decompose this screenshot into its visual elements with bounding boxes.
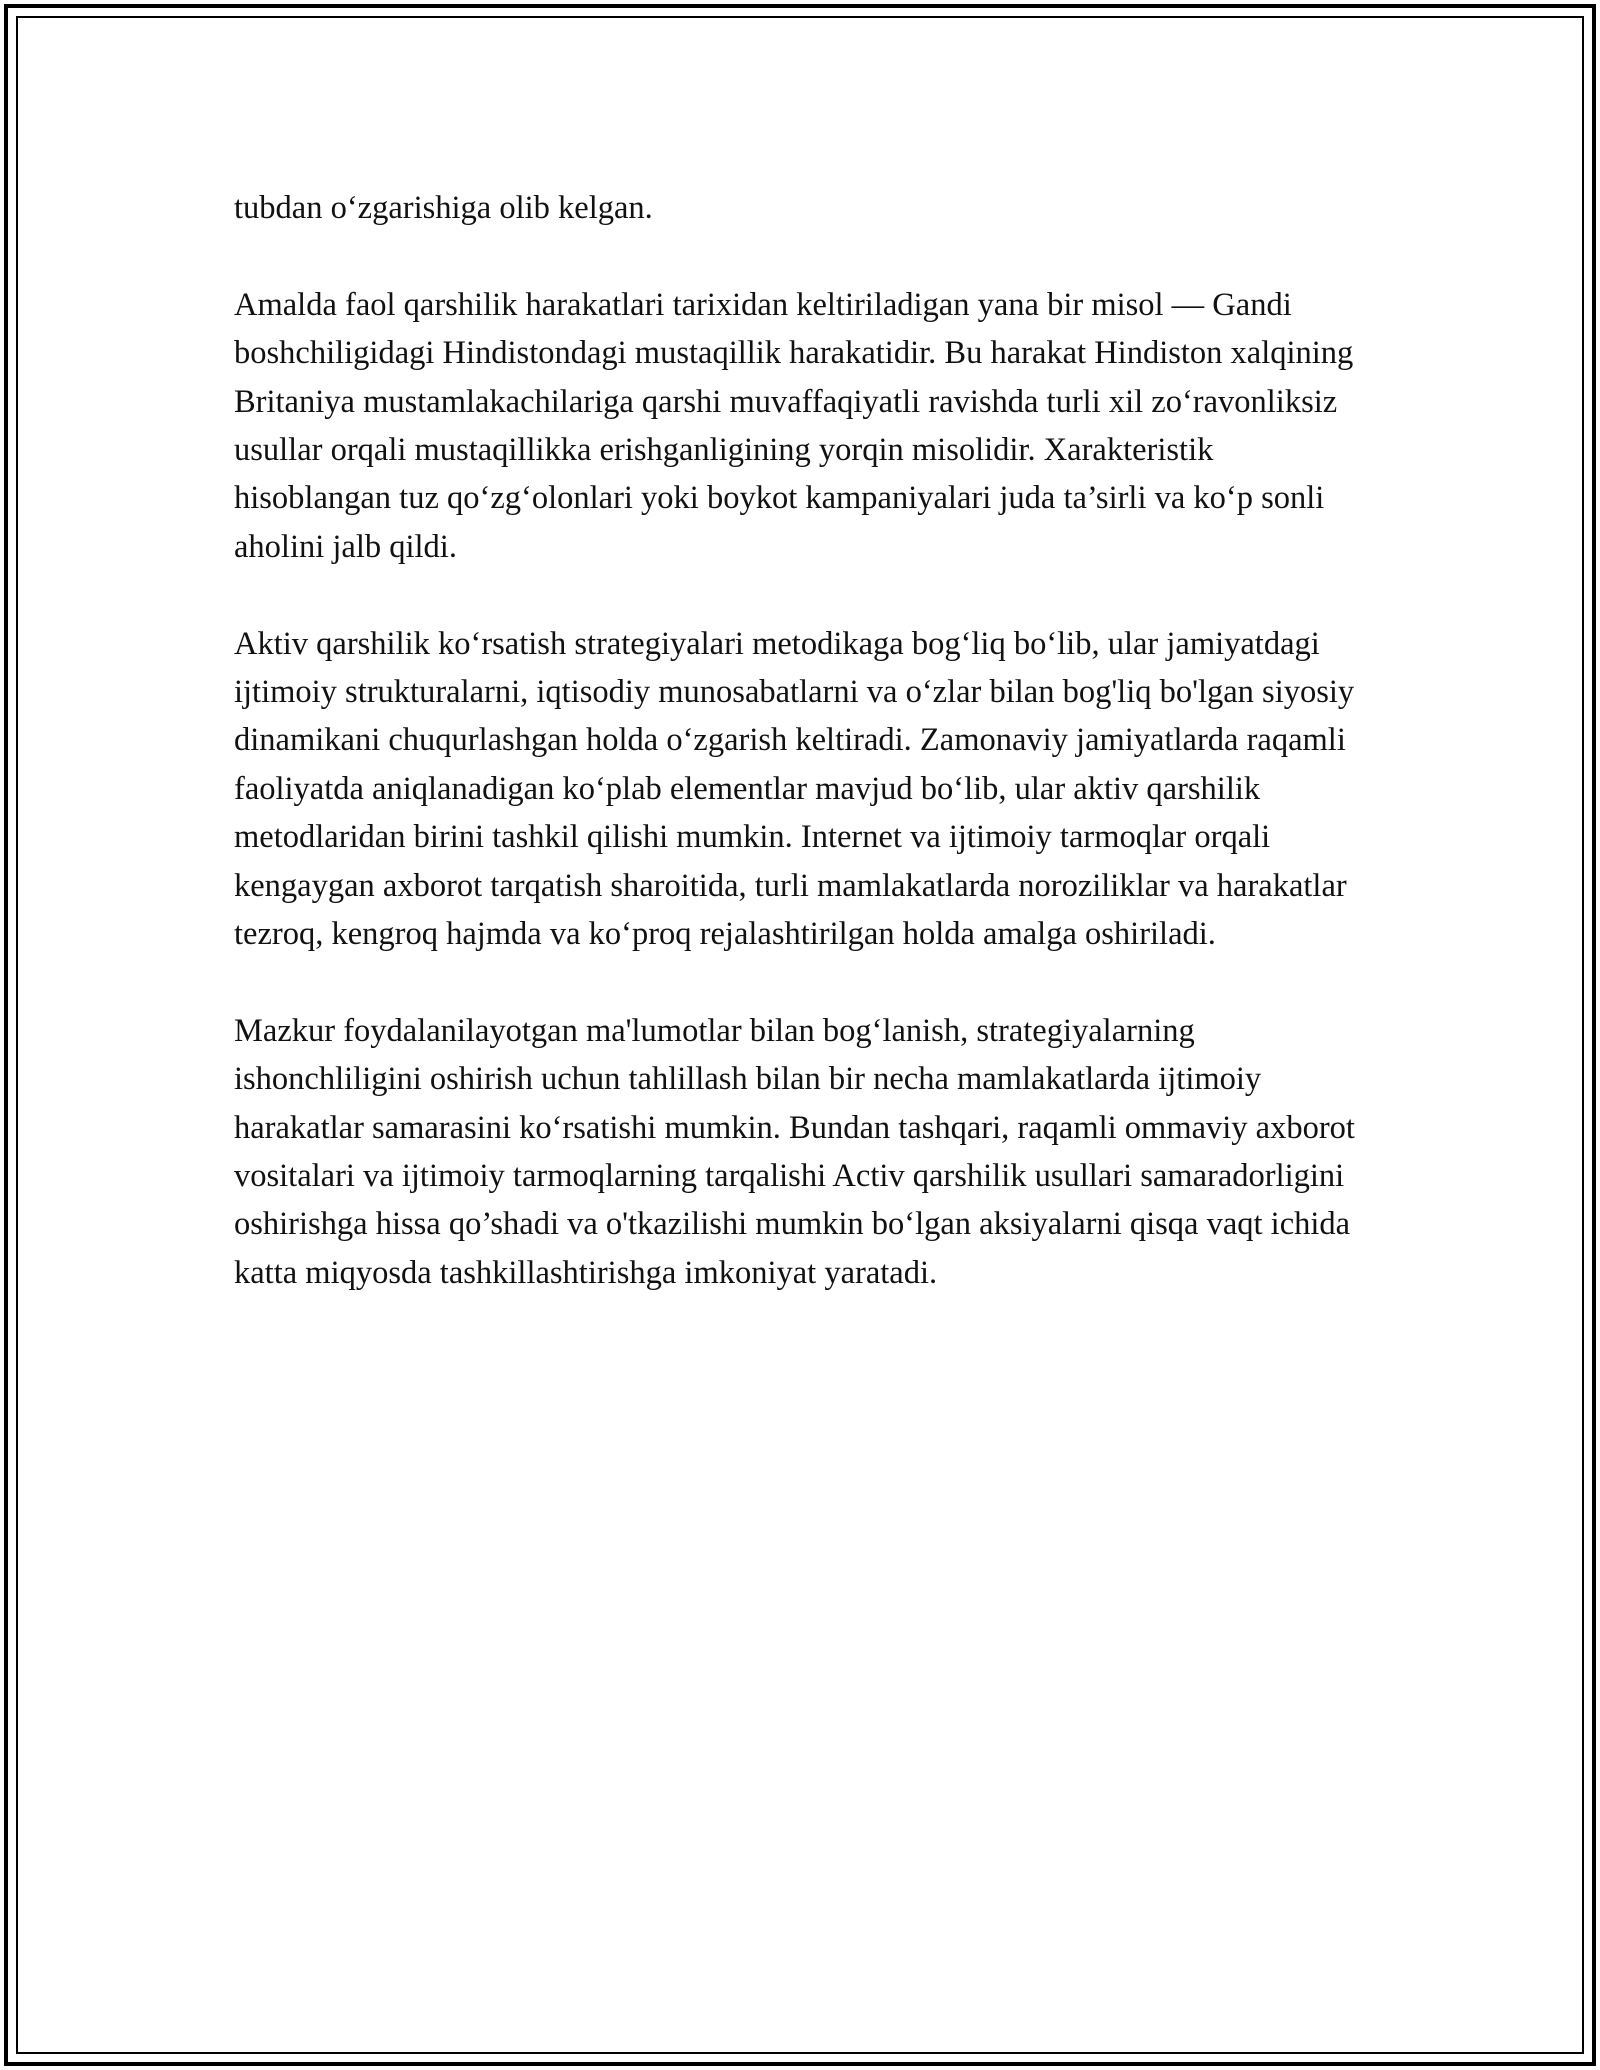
document-body	[234, 184, 1374, 1346]
paragraph-1: tubdan o‘zgarishiga olib kelgan.	[234, 190, 653, 226]
paragraph-3: Aktiv qarshilik ko‘rsatish strategiyalari metodikaga bog‘liq bo‘lib, ular jamiyatdagi ijtimoiy strukturalarni, iqtisodiy munosabatlarni va o‘zlar bilan bog'liq bo'lgan siyosiy dinamikani chuqurlashgan holda o‘zgarish keltiradi. Zamonaviy jamiyatlarda raqamli faoliyatda aniqlanadigan ko‘plab elementlar mavjud bo‘lib, ular aktiv qarshilik metodlaridan birini tashkil qilishi mumkin. Internet va ijtimoiy tarmoqlar orqali kengaygan axborot tarqatish sharoitida, turli mamlakatlarda noroziliklar va harakatlar tezroq, kengroq hajmda va ko‘proq rejalashtirilgan holda amalga oshiriladi.	[234, 625, 1355, 953]
paragraph-2: Amalda faol qarshilik harakatlari tarixidan keltiriladigan yana bir misol — Gandi boshchiligidagi Hindistondagi mustaqillik harakatidir. Bu harakat Hindiston xalqining Britaniya mustamlakachilariga qarshi muvaffaqiyatli ravishda turli xil zo‘ravonliksiz usullar orqali mustaqillikka erishganligining yorqin misolidir. Xarakteristik hisoblangan tuz qo‘zg‘olonlari yoki boykot kampaniyalari juda ta’sirli va ko‘p sonli aholini jalb qildi.	[234, 286, 1354, 565]
paragraph-4: Mazkur foydalanilayotgan ma'lumotlar bilan bog‘lanish, strategiyalarning ishonchliligini oshirish uchun tahlillash bilan bir necha mamlakatlarda ijtimoiy harakatlar samarasini ko‘rsatishi mumkin. Bundan tashqari, raqamli ommaviy axborot vositalari va ijtimoiy tarmoqlarning tarqalishi Activ qarshilik usullari samaradorligini oshirishga hissa qo’shadi va o'tkazilishi mumkin bo‘lgan aksiyalarni qisqa vaqt ichida katta miqyosda tashkillashtirishga imkoniyat yaratadi.	[234, 1012, 1355, 1291]
